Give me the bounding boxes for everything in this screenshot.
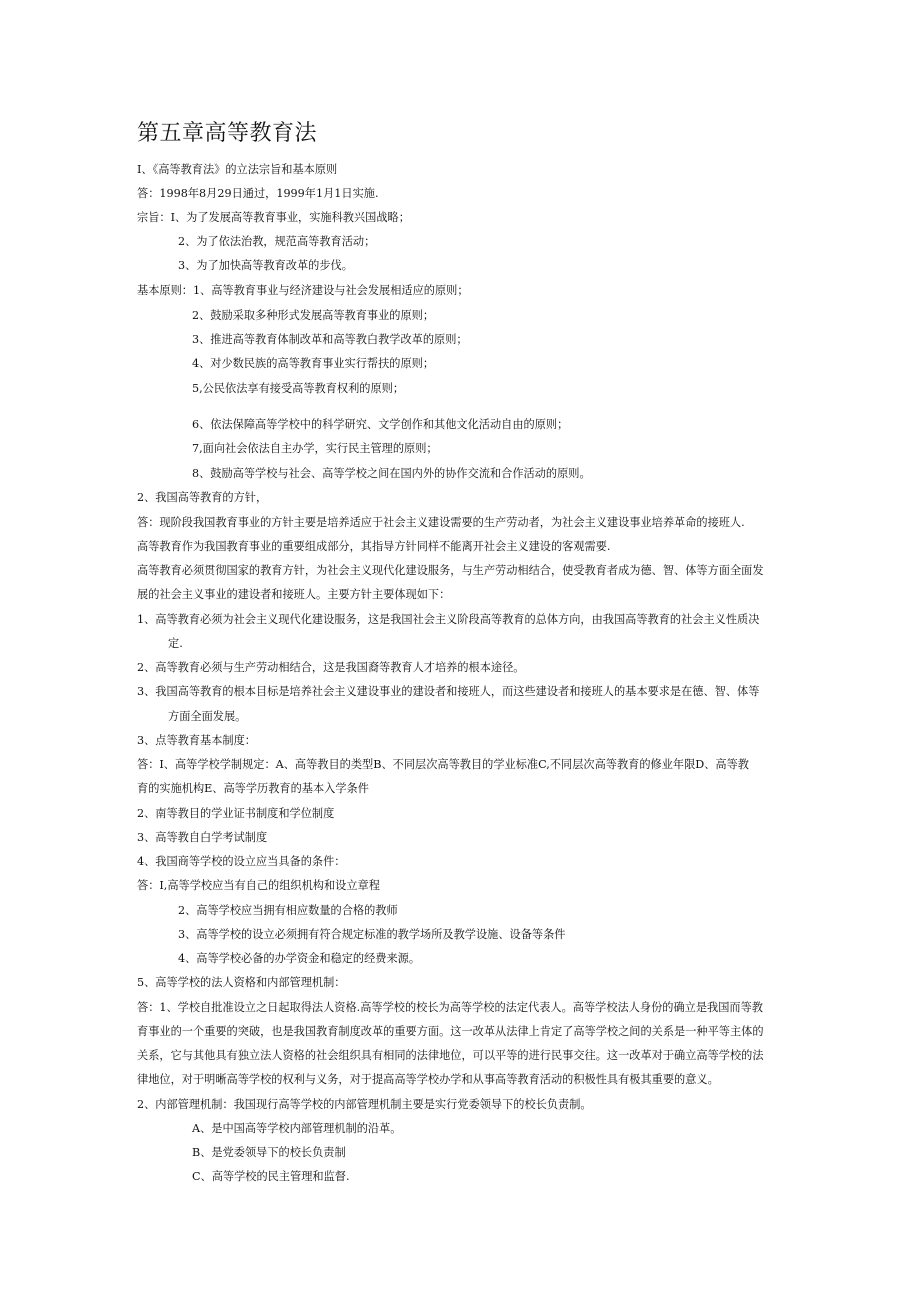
text-line: 律地位，对于明晰高等学校的权利与义务，对于提高高等学校办学和从事高等教育活动的积极性具有极其重要的意义。 bbox=[137, 1073, 719, 1086]
text-line: I、《高等教育法》的立法宗旨和基本原则 bbox=[137, 163, 338, 176]
text-line: 育事业的一个重要的突破，也是我国教育制度改革的重要方面。这一改革从法律上肯定了高等学校之间的关系是一种平等主体的 bbox=[137, 1025, 764, 1038]
text-line: 4、我国商等学校的设立应当具备的条件： bbox=[137, 855, 346, 868]
text-line: 2、为了依法治教，规范高等教育活动； bbox=[178, 235, 376, 248]
text-line: 答：I、高等学校学制规定：A、高等教目的类型B、不同层次高等教目的学业标准C,不同层次高等教育的修业年限D、高等教 bbox=[137, 758, 749, 771]
text-line: 2、我国高等教育的方针， bbox=[137, 491, 268, 504]
text-line: 高等教育必须贯彻国家的教育方针，为社会主义现代化建设服务，与生产劳动相结合，使受教育者成为德、智、体等方面全面发 bbox=[137, 564, 764, 577]
text-line: 3、点等教育基本制度： bbox=[137, 734, 256, 747]
text-line: 2、高等学校应当拥有相应数量的合格的教师 bbox=[178, 904, 398, 917]
text-line: 1、高等教育必须为社会主义现代化建设服务，这是我国社会主义阶段高等教育的总体方向，由我国高等教育的社会主义性质决 bbox=[137, 613, 760, 626]
text-line: 4、对少数民族的高等教育事业实行帮扶的原则； bbox=[192, 357, 435, 370]
text-line: 4、高等学校必备的办学资金和稳定的经费来源。 bbox=[178, 952, 421, 965]
text-line: 育的实施机构E、高等学历教育的基本入学条件 bbox=[137, 782, 369, 795]
text-line: 3、高等学校的设立必须拥有符合规定标准的教学场所及教学设施、设备等条件 bbox=[178, 928, 566, 941]
text-line: 2、南等教目的学业证书制度和学位制度 bbox=[137, 807, 335, 820]
text-line: 3、为了加快高等教育改革的步伐。 bbox=[178, 259, 353, 272]
text-line: 答：1、学校自批准设立之日起取得法人资格.高等学校的校长为高等学校的法定代表人。高等学校法人身份的确立是我国而等教 bbox=[137, 1001, 763, 1014]
text-line: 7,面向社会依法自主办学，实行民主管理的原则； bbox=[192, 442, 438, 455]
text-line: A、是中国高等学校内部管理机制的沿革。 bbox=[192, 1122, 402, 1135]
text-line: 3、高等教自白学考试制度 bbox=[137, 831, 268, 844]
text-line: 答：I,高等学校应当有自己的组织机构和设立章程 bbox=[137, 879, 380, 892]
text-line: 2、内部管理机制：我国现行高等学校的内部管理机制主要是实行党委领导下的校长负责制。 bbox=[137, 1098, 592, 1111]
text-line: 展的社会主义事业的建设者和接班人。主要方针主要体现如下： bbox=[137, 588, 451, 601]
text-line: 2、高等教育必须与生产劳动相结合，这是我国裔等教育人才培养的根本途径。 bbox=[137, 661, 525, 674]
text-line: 2、鼓励采取多种形式发展高等教育事业的原则； bbox=[192, 309, 435, 322]
text-line: B、是党委领导下的校长负责制 bbox=[192, 1146, 346, 1159]
text-line: 答：1998年8月29日通过，1999年1月1日实施. bbox=[137, 187, 379, 200]
text-line: 8、鼓励高等学校与社会、高等学校之间在国内外的协作交流和合作活动的原则。 bbox=[192, 467, 591, 480]
text-line: 6、依法保障高等学校中的科学研究、文学创作和其他文化活动自由的原则； bbox=[192, 418, 569, 431]
text-line: 高等教育作为我国教育事业的重要组成部分，其指导方针同样不能离开社会主义建设的客观需要. bbox=[137, 540, 611, 553]
text-line: 定. bbox=[168, 637, 183, 650]
page-title: 第五章高等教育法 bbox=[137, 121, 318, 146]
text-line: 5、高等学校的法人资格和内部管理机制： bbox=[137, 976, 346, 989]
text-line: 关系，它与其他具有独立法人资格的社会组织具有相同的法律地位，可以平等的进行民事交往。这一改革对于确立高等学校的法 bbox=[137, 1049, 764, 1062]
text-line: 方面全面发展。 bbox=[168, 710, 247, 723]
text-line: 答：现阶段我国教育事业的方针主要是培养适应于社会主义建设需要的生产劳动者，为社会主义建设事业培养革命的接班人. bbox=[137, 516, 745, 529]
text-line: 5,公民依法享有接受高等教育权利的原则； bbox=[192, 382, 405, 395]
text-line: 3、我国高等教育的根本目标是培养社会主义建设事业的建设者和接班人，而这些建设者和接班人的基本要求是在德、智、体等 bbox=[137, 685, 760, 698]
text-line: 3、推进高等教育体制改革和高等教白教学改革的原则； bbox=[192, 333, 468, 346]
text-line: C、高等学校的民主管理和监督. bbox=[192, 1170, 350, 1183]
text-line: 宗旨：I、为了发展高等教育事业，实施科教兴国战略； bbox=[137, 211, 410, 224]
text-line: 基本原则：1、高等教育事业与经济建设与社会发展相适应的原则； bbox=[137, 284, 469, 297]
